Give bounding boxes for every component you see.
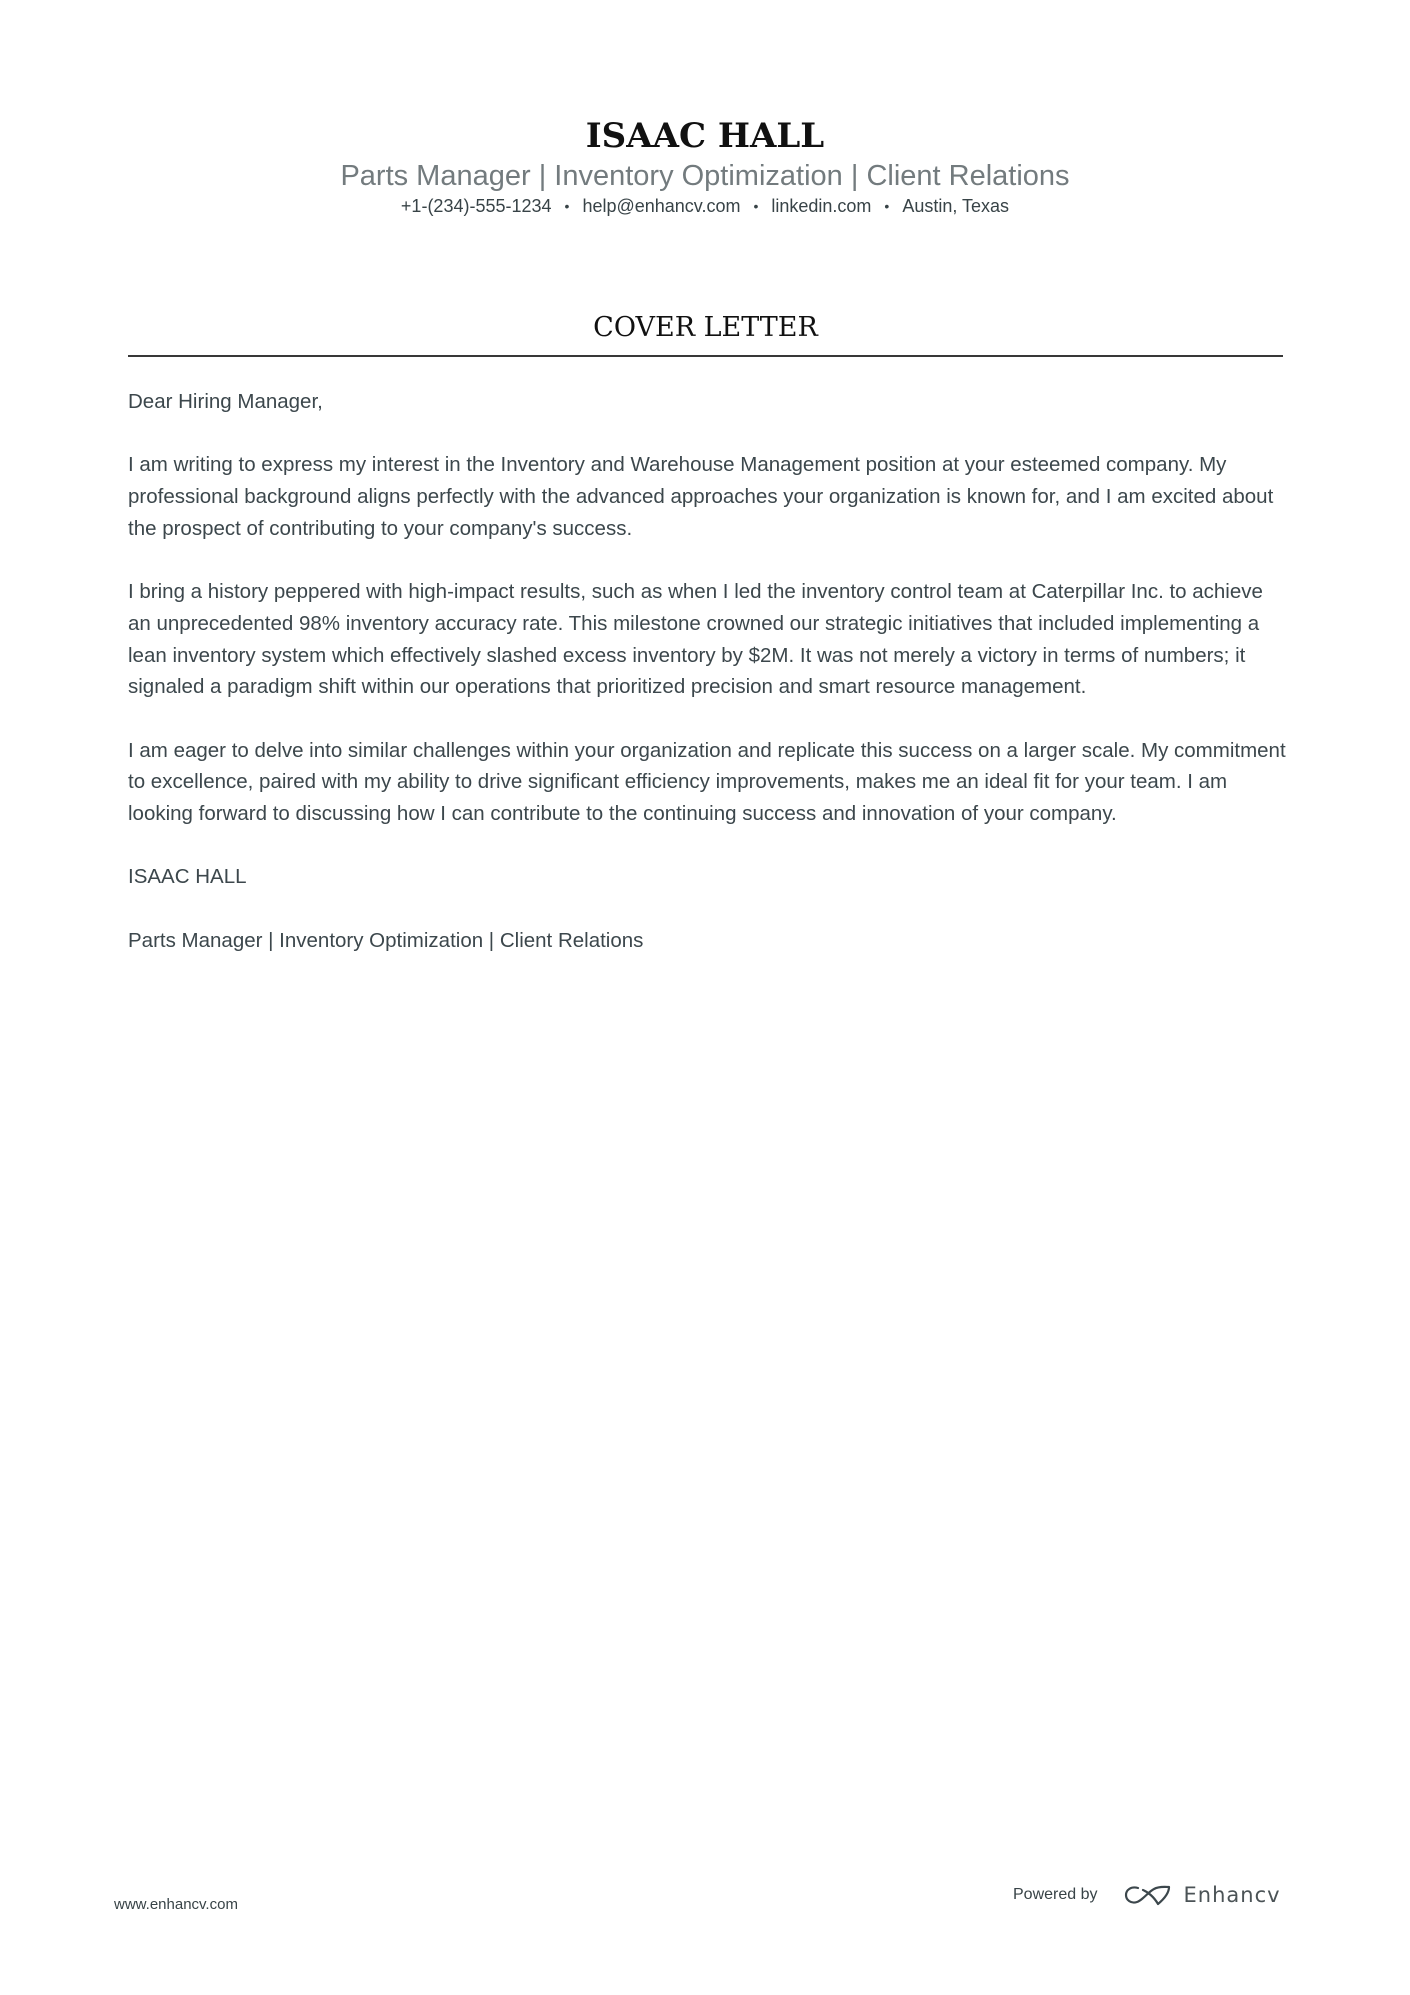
contact-linkedin: linkedin.com [771, 196, 872, 216]
contact-phone: +1-(234)-555-1234 [400, 196, 552, 216]
contact-line [0, 194, 1410, 218]
signature-name: ISAAC HALL [128, 865, 247, 889]
powered-by-label: Powered by [1013, 1886, 1098, 1903]
paragraph-2: I bring a history peppered with high-impact results, such as when I led the inventory control team at Caterpillar Inc. to achieve an unprecedented 98% inventory accuracy rate. This milestone crowned our strategic initiatives that included implementing a lean inventory system which effectively slashed excess inventory by $2M. It was not merely a victory in terms of numbers; it signaled a paradigm shift within our operations that prioritized precision and smart resource management. [128, 580, 1263, 699]
letter-body [128, 386, 1288, 988]
separator-bullet: • [753, 198, 759, 214]
candidate-title: Parts Manager | Inventory Optimization | Client Relations [340, 160, 1070, 192]
separator-bullet: • [884, 198, 890, 214]
contact-location: Austin, Texas [902, 196, 1010, 216]
signature-title: Parts Manager | Inventory Optimization | Client Relations [128, 928, 644, 952]
section-title: COVER LETTER [593, 312, 818, 343]
separator-bullet: • [564, 198, 570, 214]
contact-email: help@enhancv.com [582, 196, 741, 216]
enhancv-logo-icon [1124, 1883, 1172, 1907]
footer-branding[interactable] [1013, 1880, 1281, 1910]
paragraph-3: I am eager to delve into similar challenges within your organization and replicate this success on a larger scale. My commitment to excellence, paired with my ability to drive significant efficiency improvements, makes me an ideal fit for your team. I am looking forward to discussing how I can contribute to the continuing success and innovation of your company. [128, 738, 1286, 826]
candidate-name: ISAAC HALL [585, 116, 825, 156]
section-divider [128, 355, 1283, 357]
salutation: Dear Hiring Manager, [128, 390, 323, 413]
footer-website-link[interactable]: www.enhancv.com [114, 1896, 238, 1913]
header [0, 114, 1410, 218]
paragraph-1: I am writing to express my interest in the Inventory and Warehouse Management position at your esteemed company. My professional background aligns perfectly with the advanced approaches your organization is known for, and I am excited about the prospect of contributing to your company's success. [128, 453, 1274, 540]
enhancv-brand-name: Enhancv [1183, 1883, 1281, 1907]
